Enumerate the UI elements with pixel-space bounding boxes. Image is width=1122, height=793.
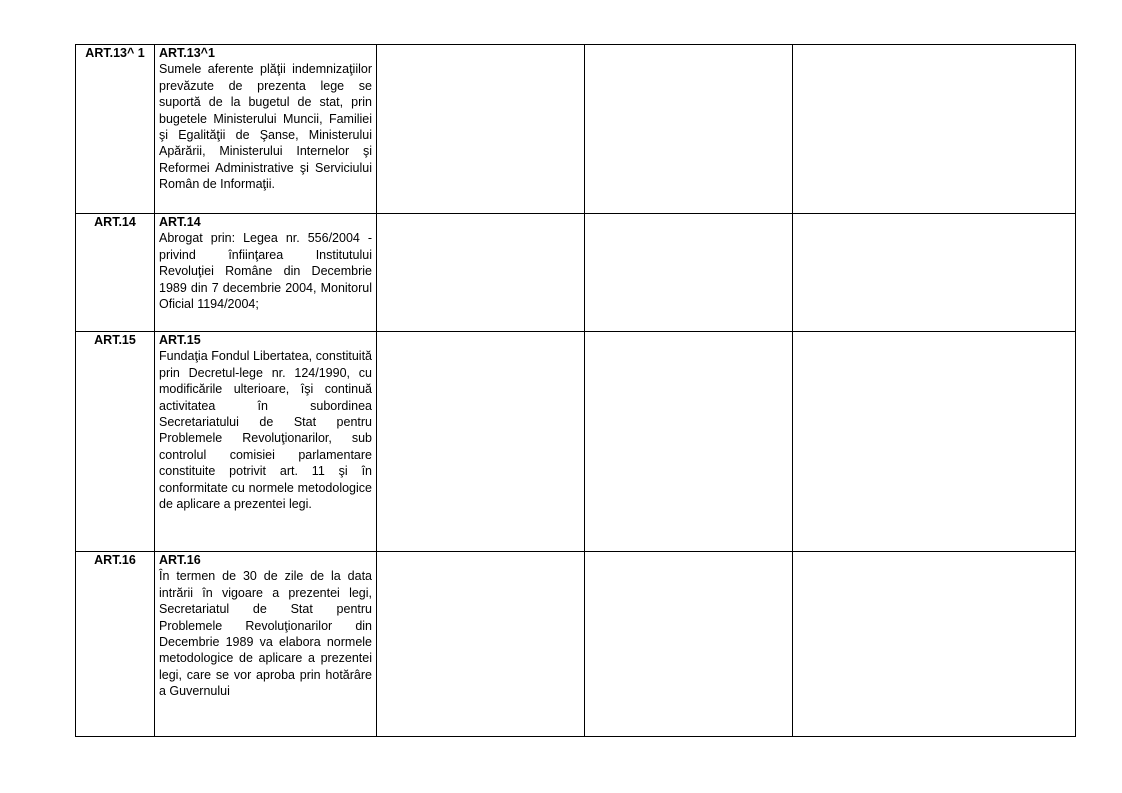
article-number: ART.15 (94, 333, 136, 347)
article-text-cell (155, 45, 377, 214)
empty-cell (793, 45, 1076, 214)
article-text-cell (155, 552, 377, 737)
empty-cell (585, 332, 793, 552)
article-body: Abrogat prin: Legea nr. 556/2004 - privind înfiinţarea Institutului Revoluţiei Române din Decembrie 1989 din 7 decembrie 2004, Monitorul Oficial 1194/2004; (159, 231, 372, 312)
article-heading: ART.15 (159, 333, 201, 347)
empty-cell (377, 552, 585, 737)
article-body: Sumele aferente plăţii indemnizaţiilor prevăzute de prezenta lege se suportă de la bugetul de stat, prin bugetele Ministerului Muncii, Familiei şi Egalităţii de Şanse, Ministerului Apărării, Ministerului Internelor şi Reformei Administrative şi Serviciului Român de Informaţii. (159, 62, 372, 192)
article-heading: ART.14 (159, 215, 201, 229)
empty-cell (793, 552, 1076, 737)
table-row-art-13-1 (76, 45, 1076, 214)
empty-cell (377, 45, 585, 214)
article-number: ART.13^ 1 (85, 46, 145, 60)
article-body: Fundaţia Fondul Libertatea, constituită prin Decretul-lege nr. 124/1990, cu modificările ulterioare, îşi continuă activitatea în subordinea Secretariatului de Stat pentru Problemele Revoluţionarilor, sub controlul comisiei parlamentare constituite potrivit art. 11 şi în conformitate cu normele metodologice de aplicare a prezentei legi. (159, 349, 372, 512)
empty-cell (377, 214, 585, 332)
empty-cell (793, 332, 1076, 552)
article-number: ART.14 (94, 215, 136, 229)
empty-cell (585, 552, 793, 737)
empty-cell (793, 214, 1076, 332)
empty-cell (377, 332, 585, 552)
empty-cell (585, 214, 793, 332)
article-number-cell (76, 45, 155, 214)
article-body: În termen de 30 de zile de la data intrării în vigoare a prezentei legi, Secretariatul de Stat pentru Problemele Revoluţionarilor din Decembrie 1989 va elabora normele metodologice de aplicare a prezentei legi, care se vor aproba prin hotărâre a Guvernului (159, 569, 372, 699)
table-row-art-15 (76, 332, 1076, 552)
article-heading: ART.16 (159, 553, 201, 567)
article-heading: ART.13^1 (159, 46, 215, 60)
article-text-cell (155, 332, 377, 552)
article-number: ART.16 (94, 553, 136, 567)
law-comparison-table (75, 44, 1076, 737)
article-number-cell (76, 552, 155, 737)
empty-cell (585, 45, 793, 214)
table-row-art-14 (76, 214, 1076, 332)
article-number-cell (76, 214, 155, 332)
article-text-cell (155, 214, 377, 332)
article-number-cell (76, 332, 155, 552)
table-row-art-16 (76, 552, 1076, 737)
